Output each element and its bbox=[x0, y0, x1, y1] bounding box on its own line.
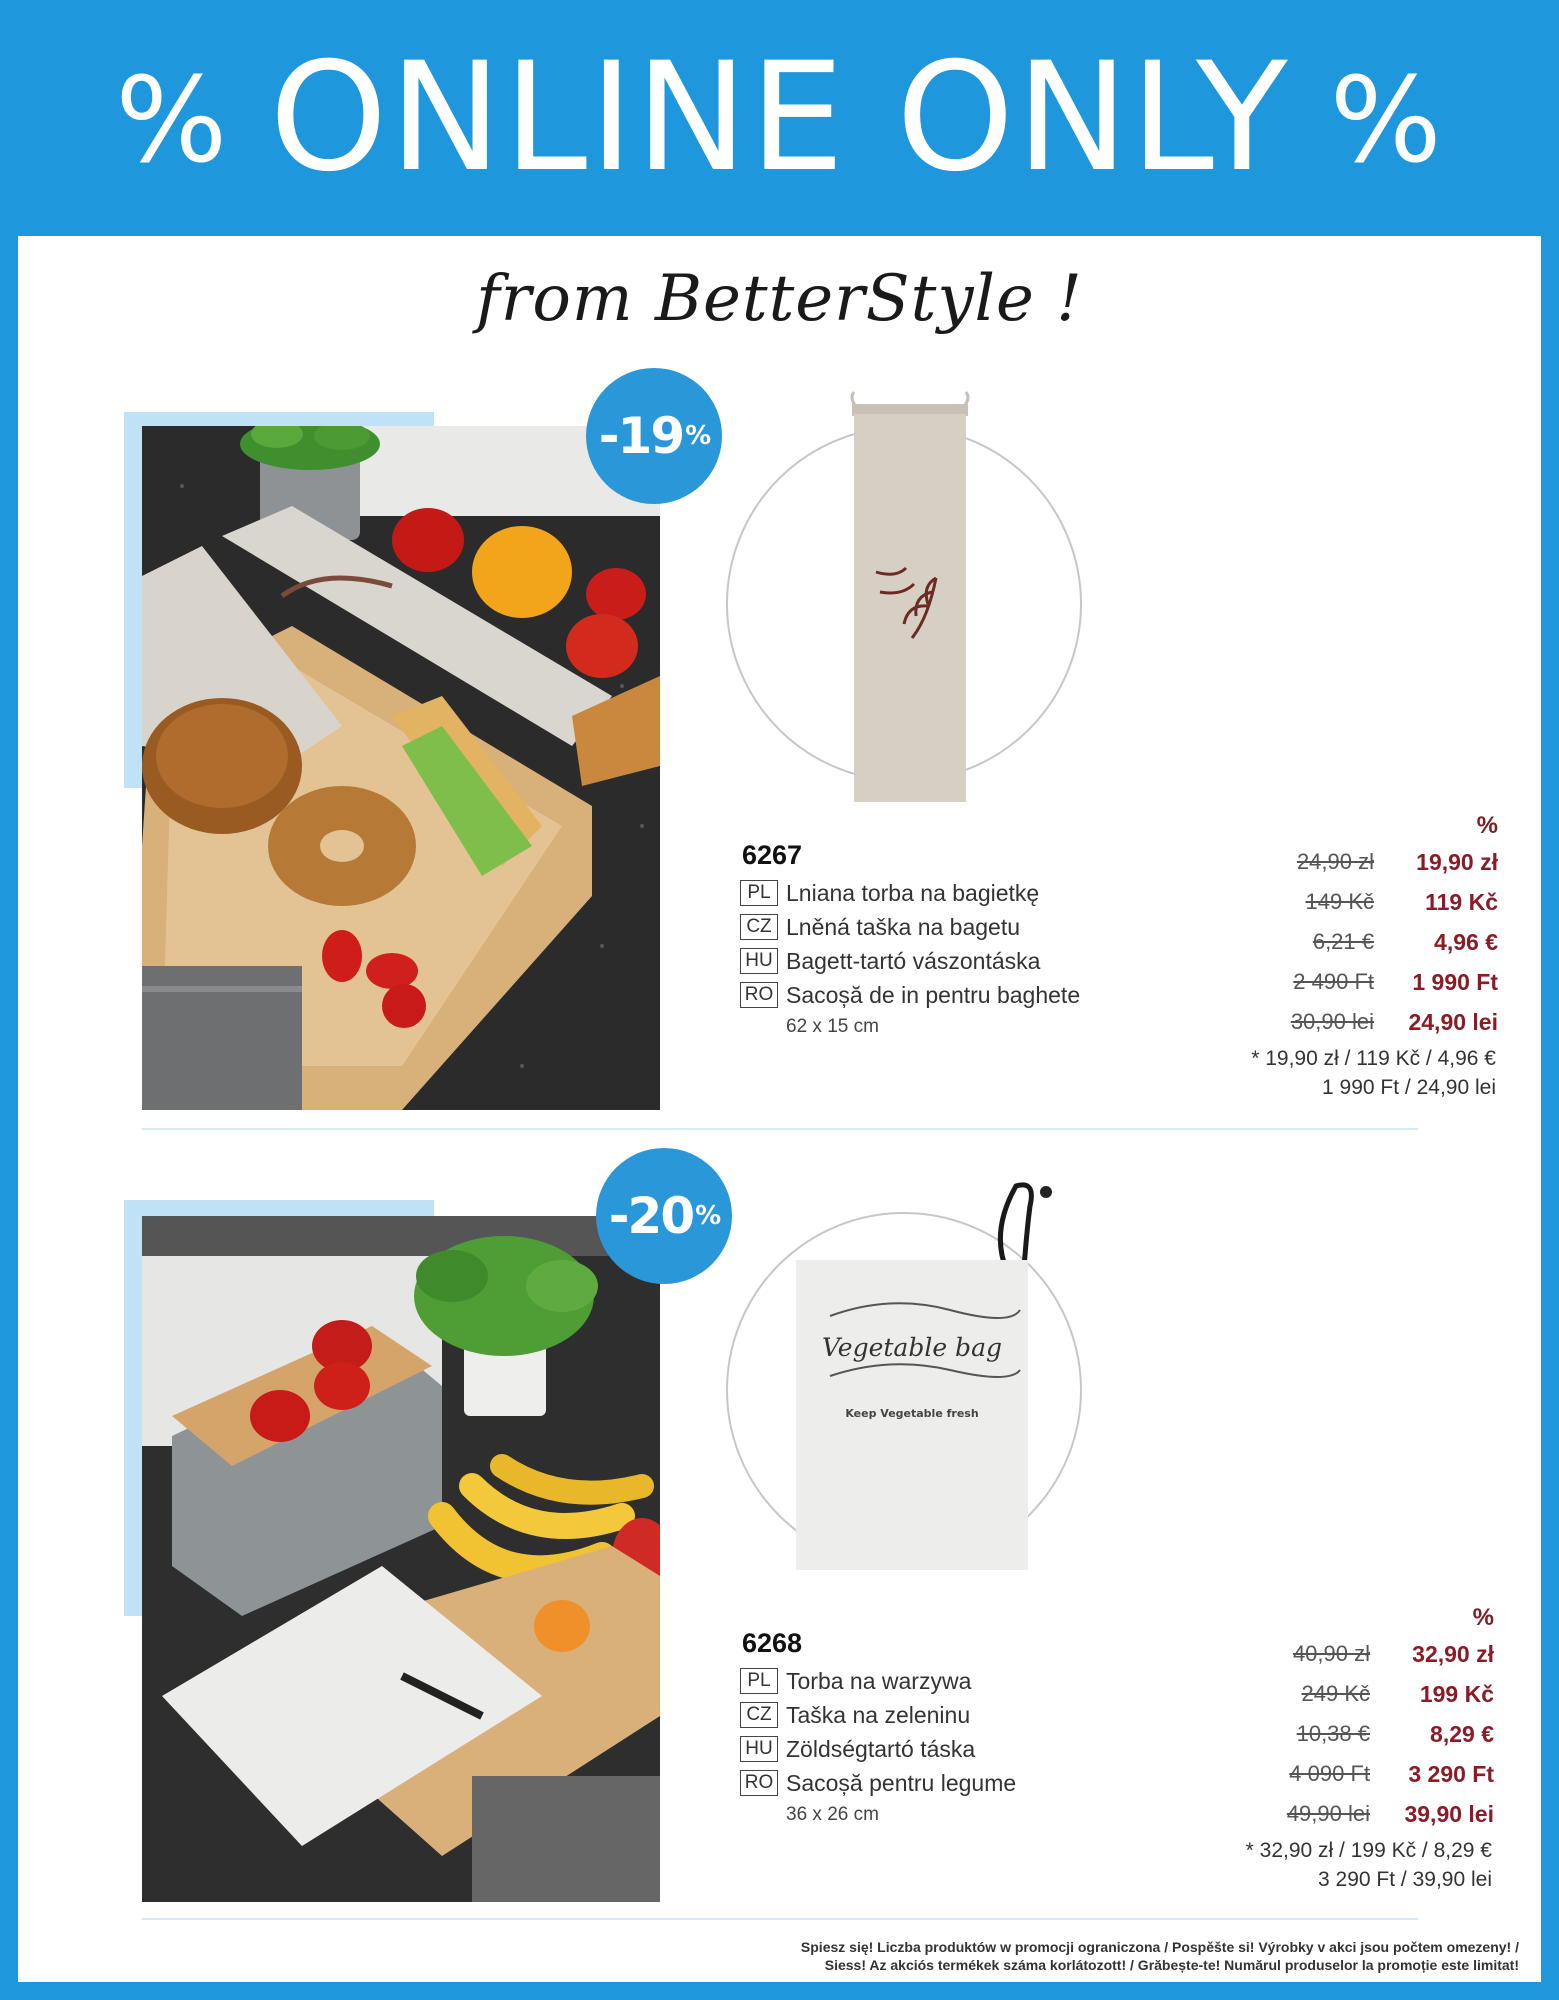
product-name-row bbox=[740, 1664, 1016, 1698]
bag-print-title: Vegetable bag bbox=[822, 1333, 1002, 1362]
price-note-line: * 19,90 zł / 119 Kč / 4,96 € bbox=[1251, 1047, 1496, 1070]
lang-code: CZ bbox=[740, 1702, 778, 1728]
product-name: Lněná taška na bagetu bbox=[786, 913, 1021, 940]
banner-title bbox=[75, 31, 1484, 205]
banner-pct-right: % bbox=[1329, 51, 1444, 189]
price-note-line: 1 990 Ft / 24,90 lei bbox=[1322, 1076, 1496, 1099]
lang-code: HU bbox=[740, 1736, 778, 1762]
discount-pct-2: % bbox=[695, 1201, 720, 1231]
new-price: 19,90 zł bbox=[1416, 848, 1498, 875]
product-name: Torba na warzywa bbox=[786, 1667, 972, 1694]
old-price: 24,90 zł bbox=[1296, 849, 1374, 874]
new-price: 32,90 zł bbox=[1412, 1640, 1494, 1667]
frame-bottom bbox=[0, 1982, 1559, 2000]
product-code-2: 6268 bbox=[742, 1628, 803, 1658]
price-row bbox=[1270, 1674, 1494, 1714]
old-price: 30,90 lei bbox=[1290, 1009, 1374, 1034]
product-code-1: 6267 bbox=[742, 840, 803, 870]
old-price: 10,38 € bbox=[1296, 1721, 1370, 1746]
product-names-2 bbox=[740, 1664, 1016, 1800]
footer-line: Spiesz się! Liczba produktów w promocji ograniczona / Pospěšte si! Výrobky v akci jsou počtem omezeny! / bbox=[800, 1939, 1519, 1955]
vegetable-bag-image bbox=[790, 1176, 1070, 1576]
old-price: 249 Kč bbox=[1301, 1681, 1370, 1706]
product-name-row bbox=[740, 1766, 1016, 1800]
product-name: Zöldségtartó táska bbox=[786, 1735, 976, 1762]
banner-pct-left: % bbox=[115, 51, 230, 189]
footer-line: Siess! Az akciós termékek száma korlátozott! / Grăbește-te! Numărul produselor la promoție este limitat! bbox=[824, 1957, 1519, 1973]
product-photo-vegetable-bag bbox=[142, 1216, 660, 1902]
price-note-1 bbox=[1136, 1044, 1496, 1102]
limited-stock-footer bbox=[759, 1938, 1519, 1974]
new-price: 24,90 lei bbox=[1408, 1008, 1498, 1035]
product-name-row bbox=[740, 978, 1080, 1012]
product-name-row bbox=[740, 876, 1080, 910]
product-name: Lniana torba na bagietkę bbox=[786, 879, 1040, 906]
lang-code: RO bbox=[740, 982, 778, 1008]
pct-mark-1: % bbox=[1476, 812, 1498, 839]
product-name-row bbox=[740, 910, 1080, 944]
discount-value-2: -20 bbox=[608, 1187, 694, 1245]
price-row bbox=[1270, 1794, 1494, 1834]
new-price: 1 990 Ft bbox=[1412, 968, 1498, 995]
price-row bbox=[1270, 1754, 1494, 1794]
online-only-banner bbox=[0, 0, 1559, 236]
product-name: Bagett-tartó vászontáska bbox=[786, 947, 1041, 974]
discount-value-1: -19 bbox=[598, 407, 684, 465]
discount-badge-2 bbox=[596, 1148, 732, 1284]
lang-code: CZ bbox=[740, 914, 778, 940]
banner-title-text: ONLINE ONLY bbox=[269, 31, 1290, 205]
baguette-bag-image bbox=[820, 386, 1000, 806]
price-table-1 bbox=[1274, 812, 1498, 1042]
discount-badge-1 bbox=[586, 368, 722, 504]
product-name-row bbox=[740, 1732, 1016, 1766]
section-separator-2 bbox=[142, 1918, 1418, 1920]
price-row bbox=[1274, 842, 1498, 882]
old-price: 2 490 Ft bbox=[1293, 969, 1374, 994]
price-row bbox=[1270, 1634, 1494, 1674]
new-price: 4,96 € bbox=[1434, 928, 1498, 955]
new-price: 39,90 lei bbox=[1404, 1800, 1494, 1827]
price-row bbox=[1274, 1002, 1498, 1042]
old-price: 6,21 € bbox=[1312, 929, 1374, 954]
old-price: 49,90 lei bbox=[1286, 1801, 1370, 1826]
old-price: 149 Kč bbox=[1305, 889, 1374, 914]
price-table-2 bbox=[1270, 1604, 1494, 1834]
new-price: 8,29 € bbox=[1430, 1720, 1494, 1747]
product-name-row bbox=[740, 1698, 1016, 1732]
new-price: 119 Kč bbox=[1425, 888, 1498, 915]
product-name: Sacoșă pentru legume bbox=[786, 1769, 1017, 1796]
price-row bbox=[1270, 1714, 1494, 1754]
old-price: 4 090 Ft bbox=[1289, 1761, 1370, 1786]
price-row bbox=[1274, 962, 1498, 1002]
product-name: Sacoșă de in pentru baghete bbox=[786, 981, 1081, 1008]
price-row bbox=[1274, 882, 1498, 922]
price-note-line: * 32,90 zł / 199 Kč / 8,29 € bbox=[1245, 1839, 1492, 1862]
product-names-1 bbox=[740, 876, 1080, 1012]
product-name: Taška na zeleninu bbox=[786, 1701, 971, 1728]
old-price: 40,90 zł bbox=[1292, 1641, 1370, 1666]
new-price: 199 Kč bbox=[1419, 1680, 1494, 1707]
product-name-row bbox=[740, 944, 1080, 978]
section-separator-1 bbox=[142, 1128, 1418, 1130]
product-size-1: 62 x 15 cm bbox=[786, 1016, 879, 1037]
bag-print-sub: Keep Vegetable fresh bbox=[845, 1407, 979, 1420]
new-price: 3 290 Ft bbox=[1408, 1760, 1494, 1787]
lang-code: HU bbox=[740, 948, 778, 974]
price-note-line: 3 290 Ft / 39,90 lei bbox=[1318, 1868, 1492, 1891]
product-size-2: 36 x 26 cm bbox=[786, 1804, 879, 1825]
pct-mark-2: % bbox=[1472, 1604, 1494, 1631]
lang-code: PL bbox=[740, 1668, 778, 1694]
lang-code: RO bbox=[740, 1770, 778, 1796]
price-note-2 bbox=[1132, 1836, 1492, 1894]
product-photo-bread-bags bbox=[142, 426, 660, 1110]
discount-pct-1: % bbox=[685, 421, 710, 451]
lang-code: PL bbox=[740, 880, 778, 906]
price-row bbox=[1274, 922, 1498, 962]
brand-subtitle: from BetterStyle ! bbox=[476, 262, 1083, 336]
